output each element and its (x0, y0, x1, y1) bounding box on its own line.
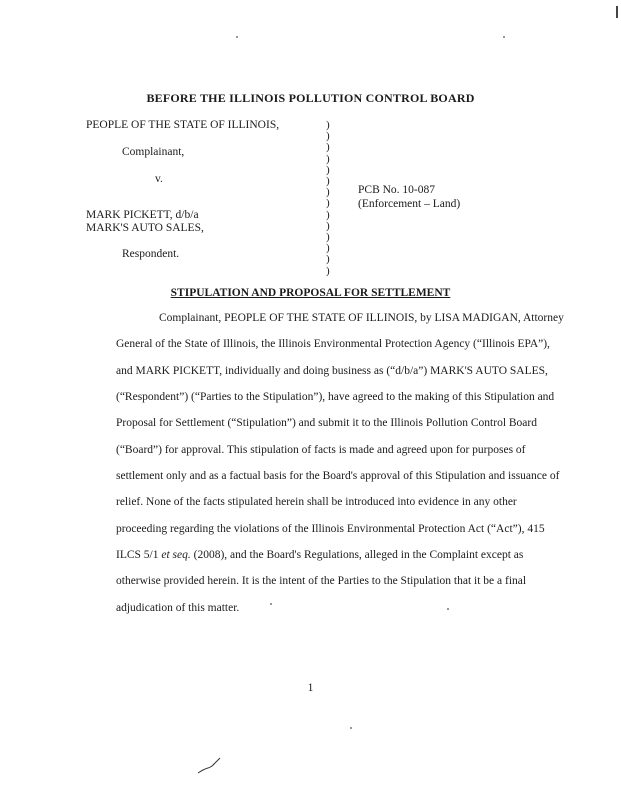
paragraph-line: and MARK PICKETT, individually and doing business as (“d/b/a”) MARK'S AUTO SALES, (116, 364, 548, 377)
caption-defendant-line1: MARK PICKETT, d/b/a (86, 209, 199, 221)
document-title: BEFORE THE ILLINOIS POLLUTION CONTROL BOARD (146, 91, 475, 105)
caption-plaintiff-role: Complainant, (122, 146, 185, 158)
paragraph-line: proceeding regarding the violations of the Illinois Environmental Protection Act (“Act”), 415 (116, 522, 545, 535)
page-number: 1 (307, 682, 314, 694)
citation-italic: et seq. (161, 549, 191, 562)
paragraph-line: ILCS 5/1 et seq. (2008), and the Board's Regulations, alleged in the Complaint except as (116, 549, 524, 562)
paragraph-line: adjudication of this matter. (116, 601, 240, 614)
scan-speck (503, 36, 505, 38)
caption-parentheses: ) ) ) ) ) ) ) ) ) ) ) ) ) ) (326, 119, 330, 277)
paragraph-line: settlement only and as a factual basis for the Board's approval of this Stipulation and issuance of (116, 470, 560, 483)
paragraph-line: Proposal for Settlement (“Stipulation”) and submit it to the Illinois Pollution Control Board (116, 417, 537, 430)
paragraph-line: relief. None of the facts stipulated herein shall be introduced into evidence in any other (116, 496, 517, 509)
case-number: PCB No. 10-087 (358, 184, 435, 196)
signature-mark-icon (196, 756, 224, 776)
caption-versus: v. (155, 173, 163, 185)
paragraph-line: General of the State of Illinois, the Illinois Environmental Protection Agency (“Illinois EPA”), (116, 338, 550, 351)
section-heading-text: STIPULATION AND PROPOSAL FOR SETTLEMENT (170, 287, 451, 299)
scan-speck (350, 727, 352, 729)
section-heading (0, 287, 621, 299)
scan-speck (236, 36, 238, 38)
case-type: (Enforcement – Land) (358, 198, 461, 210)
scan-edge-mark (616, 6, 618, 18)
paragraph-line: (“Board”) for approval. This stipulation of facts is made and agreed upon for purposes of (116, 443, 526, 456)
paragraph-line: otherwise provided herein. It is the intent of the Parties to the Stipulation that it be a final (116, 575, 527, 588)
caption-defendant-line2: MARK'S AUTO SALES, (86, 222, 204, 234)
caption-defendant-role: Respondent. (122, 248, 180, 260)
body-paragraph (116, 305, 564, 621)
caption-plaintiff: PEOPLE OF THE STATE OF ILLINOIS, (86, 119, 280, 131)
paragraph-line: (“Respondent”) (“Parties to the Stipulation”), have agreed to the making of this Stipulation and (116, 391, 555, 404)
paragraph-line: Complainant, PEOPLE OF THE STATE OF ILLINOIS, by LISA MADIGAN, Attorney (159, 312, 564, 324)
